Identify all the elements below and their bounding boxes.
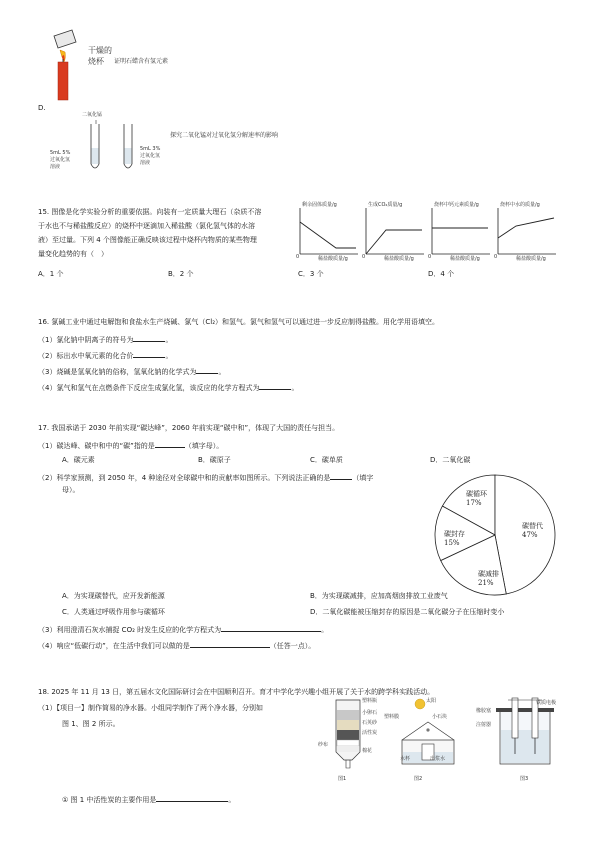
q16-item-3: （3）烧碱是氢氧化钠的俗称，氢氧化钠的化学式为 。 xyxy=(38,368,226,376)
q18-q1: ① 图 1 中活性炭的主要作用是 。 xyxy=(62,796,236,804)
candle-beaker-figure xyxy=(46,28,86,100)
fig2-label-stone: 小石块 xyxy=(432,714,448,720)
q15-stem-line3: 液）至过量。下列 4 个图像能正确反映该过程中烧杯内物质的某些物理 xyxy=(38,236,257,244)
pie-label-1-2: 47% xyxy=(522,531,538,539)
q17-sub1: （1）碳达峰、碳中和中的“碳”指的是 （填字母）。 xyxy=(38,442,224,450)
pie-label-2-2: 21% xyxy=(478,579,494,587)
fig3-caption: 图3 xyxy=(520,776,529,782)
q17-sub2-option-d: D．二氧化碳能被压缩封存的原因是二氧化碳分子在压缩时变小 xyxy=(310,608,505,616)
fig1-label-carbon: 活性炭 xyxy=(362,730,378,736)
figure-3-electrolysis xyxy=(486,696,566,772)
q17-blank-1[interactable] xyxy=(155,440,185,448)
q15-graph-1-origin: 0 xyxy=(296,254,300,260)
q15-graph-2 xyxy=(366,208,426,258)
top-conclusion: 证明石蜡含有氢元素 xyxy=(114,58,169,65)
q15-graph-3-xlabel: 稀盐酸质量/g xyxy=(450,256,480,262)
q16-item-2: （2）标出水中氧元素的化合价 。 xyxy=(38,352,173,360)
q16-item-1: （1）氯化钠中阴离子的符号为 。 xyxy=(38,336,173,344)
q15-stem-line1: 15. 图像是化学实验分析的重要依据。向装有一定质量大理石（杂质不溶 xyxy=(38,208,262,216)
fig3-label-syringe: 注射器 xyxy=(476,722,492,728)
q15-stem-line4: 量变化趋势的有（ ） xyxy=(38,250,108,258)
tube1-label-2: 过氧化氢 xyxy=(50,157,71,163)
q15-graph-2-origin: 0 xyxy=(362,254,366,260)
pie-label-2-1: 碳减排 xyxy=(478,570,499,578)
tube2-label-2: 过氧化氢 xyxy=(140,153,161,159)
q18-blank-1[interactable] xyxy=(156,794,228,802)
q17-sub3: （3）利用澄清石灰水捕捉 CO₂ 时发生反应的化学方程式为 。 xyxy=(38,626,329,634)
q16-blank-1[interactable] xyxy=(133,334,165,342)
pie-label-3-1: 碳封存 xyxy=(444,530,465,538)
cup-label-line2: 烧杯 xyxy=(88,57,104,66)
q15-graph-2-xlabel: 稀盐酸质量/g xyxy=(384,256,414,262)
q15-option-b: B．2 个 xyxy=(168,270,194,278)
option-d-letter: D. xyxy=(38,104,46,112)
fig1-label-gauze: 纱布 xyxy=(318,742,329,748)
cup-label-line1: 干燥的 xyxy=(88,46,112,55)
q17-sub2-option-c: C．人类通过呼吸作用参与碳循环 xyxy=(62,608,165,616)
catalyst-label: 二氧化锰 xyxy=(82,112,103,118)
q15-graph-1 xyxy=(300,208,360,258)
q17-blank-4[interactable] xyxy=(190,640,270,648)
q15-graph-3 xyxy=(432,208,492,258)
option-d-purpose: 探究二氧化锰对过氧化氢分解速率的影响 xyxy=(170,132,279,139)
fig1-caption: 图1 xyxy=(338,776,347,782)
q17-sub4: （4）响应“低碳行动”，在生活中我们可以做的是 （任答一点）。 xyxy=(38,642,316,650)
q16-blank-2[interactable] xyxy=(133,350,165,358)
q18-stem: 18. 2025 年 11 月 13 日，第五届水文化国际研讨会在中国顺利召开。育才中学化学兴趣小组开展了关于水的跨学科实践活动。 xyxy=(38,688,435,696)
q15-graph-4 xyxy=(498,208,558,258)
pie-label-4-2: 17% xyxy=(466,499,482,507)
q17-sub1-option-c: C．碳单质 xyxy=(310,456,343,464)
q15-graph-1-ylabel: 剩余固体质量/g xyxy=(302,202,337,208)
q15-graph-3-origin: 0 xyxy=(428,254,432,260)
q16-blank-3[interactable] xyxy=(196,366,218,374)
q18-sub1-line2: 图 1、图 2 所示。 xyxy=(62,720,120,728)
q15-option-a: A．1 个 xyxy=(38,270,64,278)
q17-blank-2[interactable] xyxy=(330,472,352,480)
q15-option-c: C．3 个 xyxy=(298,270,324,278)
q15-graph-3-ylabel: 烧杯中钙元素质量/g xyxy=(434,202,479,208)
fig2-label-cup: 水杯 xyxy=(400,756,411,762)
q17-sub2-line2: 母）。 xyxy=(62,486,80,494)
q15-stem-line2: 于水也不与稀盐酸反应）的烧杯中逐滴加入稀盐酸（氯化氢气体的水溶 xyxy=(38,222,255,230)
fig2-label-sun: 太阳 xyxy=(426,698,437,704)
q15-option-d: D．4 个 xyxy=(428,270,455,278)
tube2-label-1: 5mL 3% xyxy=(140,146,161,152)
pie-label-1-1: 碳替代 xyxy=(522,522,543,530)
carbon-neutral-pie-chart xyxy=(430,470,560,600)
tube1-label-3: 溶液 xyxy=(50,164,61,170)
fig1-label-cotton: 棉花 xyxy=(362,748,373,754)
q15-graph-4-xlabel: 稀盐酸质量/g xyxy=(516,256,546,262)
q17-sub1-option-a: A．碳元素 xyxy=(62,456,95,464)
q17-sub2-line1: （2）科学家预测，到 2050 年，4 种途径对全球碳中和的贡献率如图所示。下列说法正确的是 （填字 xyxy=(38,474,374,482)
fig3-label-stopper: 橡胶塞 xyxy=(476,708,492,714)
fig1-label-pebble: 小卵石 xyxy=(362,710,378,716)
q17-sub1-option-d: D．二氧化碳 xyxy=(430,456,471,464)
fig2-label-film: 塑料膜 xyxy=(384,714,400,720)
q16-stem: 16. 氯碱工业中通过电解饱和食盐水生产烧碱、氯气（Cl₂）和氢气。氯气和氢气可以通过进一步反应制得盐酸。用化学用语填空。 xyxy=(38,318,439,326)
fig1-label-sand: 石英砂 xyxy=(362,720,378,726)
tube2-label-3: 溶液 xyxy=(140,160,151,166)
q16-blank-4[interactable] xyxy=(259,382,291,390)
q15-graph-4-origin: 0 xyxy=(494,254,498,260)
q17-sub2-option-a: A．为实现碳替代，应开发新能源 xyxy=(62,592,165,600)
fig3-label-electrode: 铁质电极 xyxy=(536,700,557,706)
q15-graph-4-ylabel: 烧杯中水的质量/g xyxy=(500,202,540,208)
pie-label-3-2: 15% xyxy=(444,539,460,547)
pie-label-4-1: 碳循环 xyxy=(466,490,487,498)
tube1-label-1: 5mL 5% xyxy=(50,150,71,156)
test-tubes-figure xyxy=(86,120,146,180)
fig1-label-bottle: 塑料瓶 xyxy=(362,698,378,704)
q17-sub1-option-b: B．碳原子 xyxy=(198,456,231,464)
q15-graph-1-xlabel: 稀盐酸质量/g xyxy=(318,256,348,262)
q17-sub2-option-b: B．为实现碳减排，应加高烟囱排放工业废气 xyxy=(310,592,448,600)
q15-graph-2-ylabel: 生成CO₂质量/g xyxy=(368,202,403,208)
q18-sub1: （1）【项目一】制作简易的净水器。小组同学制作了两个净水器，分别如 xyxy=(38,704,263,712)
q17-stem: 17. 我国承诺于 2030 年前实现“碳达峰”，2060 年前实现“碳中和”，体现了大国的责任与担当。 xyxy=(38,424,340,432)
q16-item-4: （4）氯气和氢气在点燃条件下反应生成氯化氢，该反应的化学方程式为 。 xyxy=(38,384,299,392)
fig2-caption: 图2 xyxy=(414,776,423,782)
q17-blank-3[interactable] xyxy=(221,624,321,632)
fig2-label-water: 出浆水 xyxy=(430,756,446,762)
